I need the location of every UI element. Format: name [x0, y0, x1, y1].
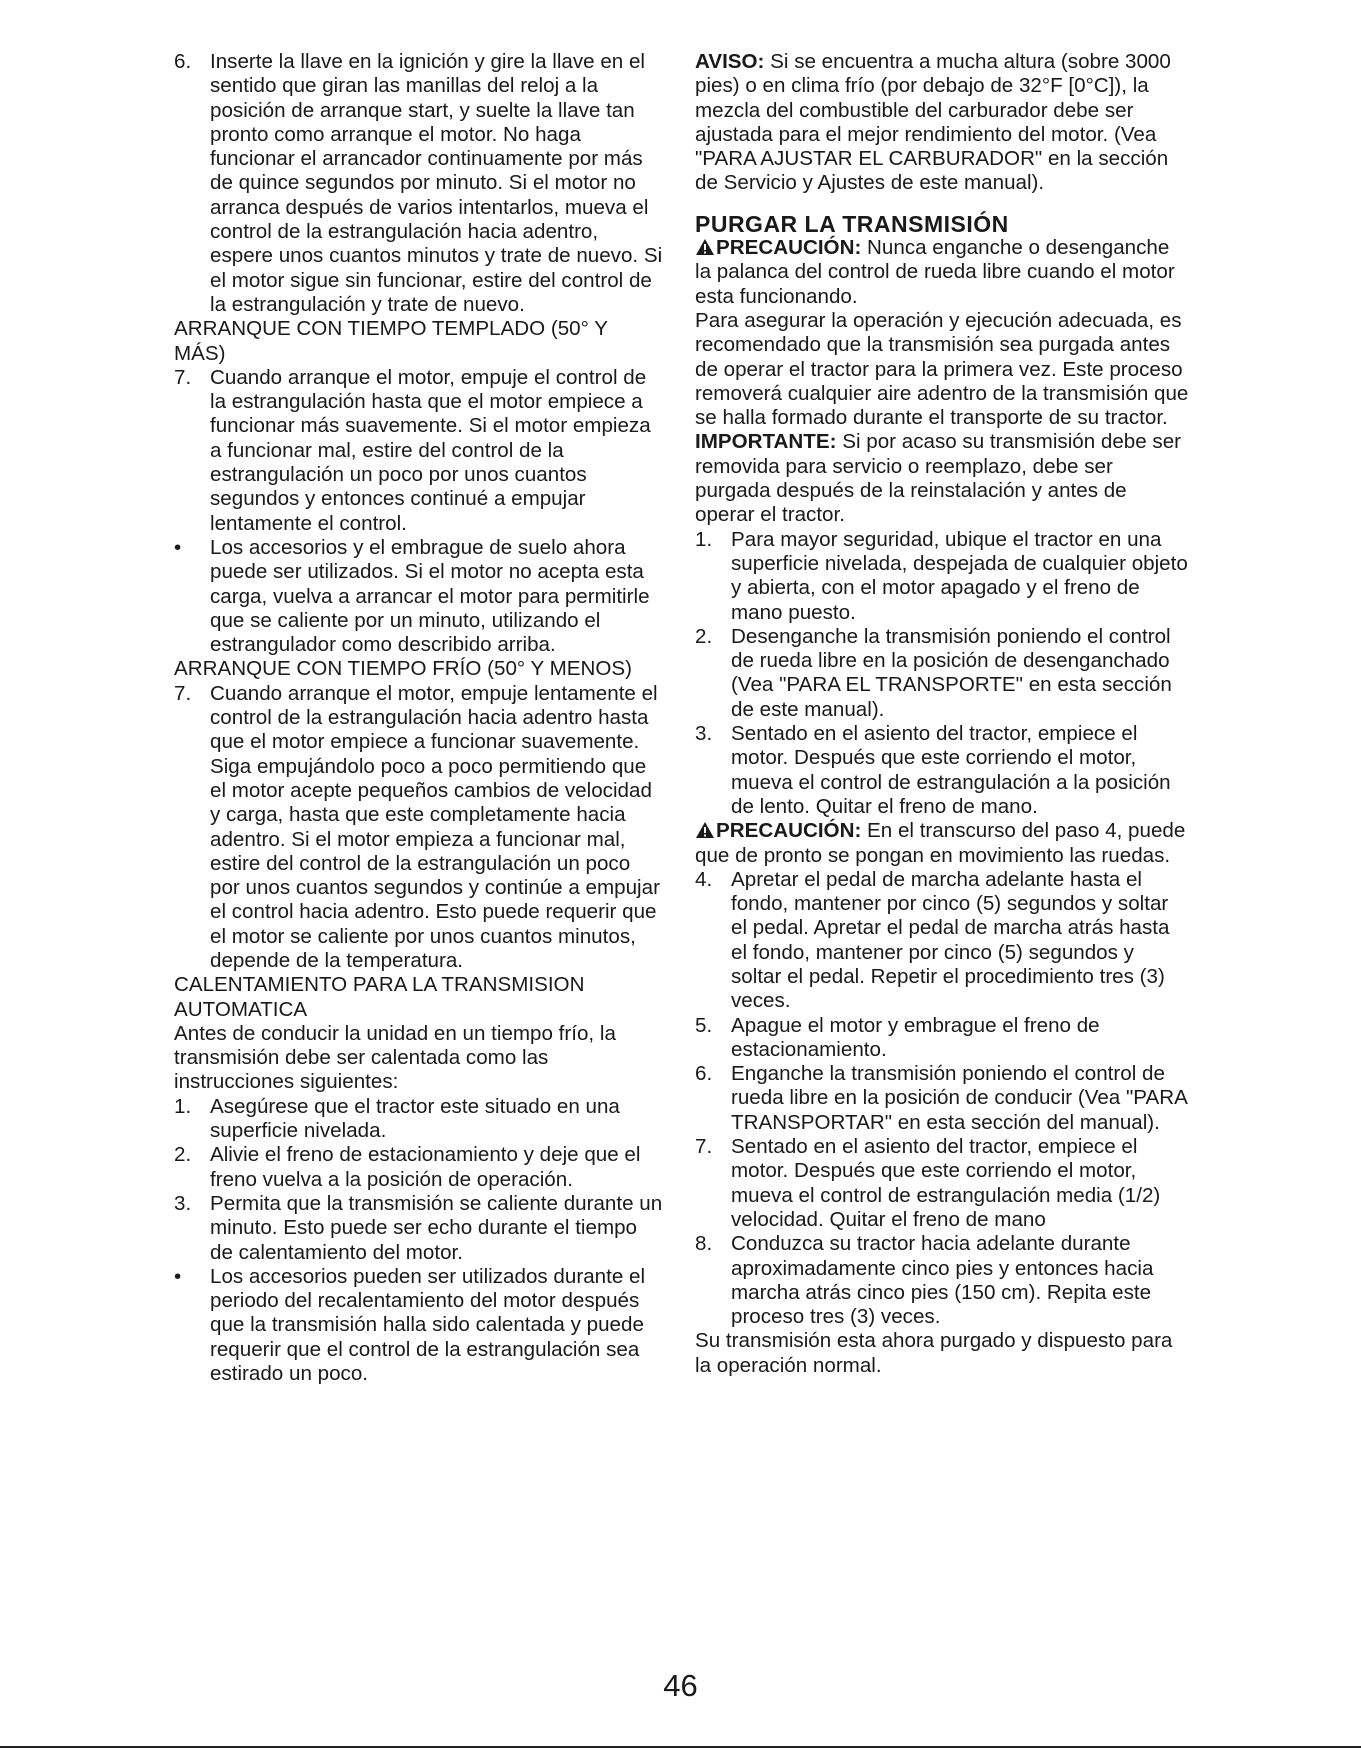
important-label: IMPORTANTE: — [695, 430, 837, 454]
section-heading-purge: PURGAR LA TRANSMISIÓN — [695, 210, 1009, 237]
caution-label: PRECAUCIÓN: — [716, 819, 862, 843]
important-text: Si por acaso su transmisión debe ser removida para servicio o reemplazo, debe ser purgada después de la reinstalación y antes de operar el tractor. — [695, 430, 1182, 527]
heading-cold-start: ARRANQUE CON TIEMPO FRÍO (50° Y MENOS) — [174, 657, 632, 681]
warning-triangle-icon — [695, 238, 715, 256]
purge-step-5: 5. Apague el motor y embrague el freno de estacionamiento. — [695, 1013, 1100, 1061]
warning-triangle-icon — [695, 821, 715, 839]
step-7-warm: 7. Cuando arranque el motor, empuje el control de la estrangulación hasta que el motor empiece a funcionar más suavemente. Si el motor empieza a funcionar mal, estire del control de la estrangulación un poco por unos cuantos segundos y entonces continué a empujar lentamente el control. — [174, 365, 651, 535]
purge-step-2: 2. Desenganche la transmisión poniendo el control de rueda libre en la posición de desenganchado (Vea "PARA EL TRANSPORTE" en esta sección de este manual). — [695, 624, 1172, 721]
step-7-cold: 7. Cuando arranque el motor, empuje lentamente el control de la estrangulación hacia adentro hasta que el motor empiece a funcionar suavemente. Siga empujándolo poco a poco permitiendo que el motor acepte pequeños cambios de velocidad y carga, hasta que este completamente hacia adentro. Si el motor empieza a funcionar mal, estire del control de la estrangulación un poco por unos cuantos segundos y continúe a empujar el control hacia adentro. Esto puede requerir que el motor se caliente por unos cuantos minutos, depende de la temperatura. — [174, 681, 660, 972]
purge-step-8: 8. Conduzca su tractor hacia adelante durante aproximadamente cinco pies y entonces hacia marcha atrás cinco pies (150 cm). Repita este proceso tres (3) veces. — [695, 1232, 1154, 1329]
aviso-text: Si se encuentra a mucha altura (sobre 3000 pies) o en clima frío (por debajo de 32°F [0°C]), la mezcla del combustible del carburador debe ser ajustada para el mejor rendimiento del motor. (Vea "PARA AJUSTAR EL CARBURADOR" en la sección de Servicio y Ajustes de este manual). — [695, 50, 1171, 195]
bottom-rule — [0, 1746, 1361, 1748]
aviso-label: AVISO: — [695, 50, 765, 73]
step-6: 6. Inserte la llave en la ignición y gire la llave en el sentido que giran las manillas del reloj a la posición de arranque start, y suelte la llave tan pronto como arranque el motor. No haga funcionar el arrancador continuamente por más de quince segundos por minuto. Si el motor no arranca después de varios intentarlos, mueva el control de la estrangulación hacia adentro, espere unos cuantos minutos y trate de nuevo. Si el motor sigue sin funcionar, estire del control de la estrangulación y trate de nuevo. — [174, 50, 663, 316]
caution-label: PRECAUCIÓN: — [716, 236, 862, 260]
list-item: • Los accesorios pueden ser utilizados durante el periodo del recalentamiento del motor después que la transmisión halla sido calentada y puede requerir que el control de la estrangulación sea estirado un poco. — [174, 1264, 646, 1386]
purge-step-1: 1. Para mayor seguridad, ubique el tractor en una superficie nivelada, despejada de cualquier objeto y abierta, con el motor apagado y el freno de mano puesto. — [695, 527, 1188, 624]
page-number: 46 — [663, 1668, 698, 1703]
important-paragraph — [695, 430, 1189, 527]
left-column — [174, 50, 664, 1386]
list-item: 2. Alivie el freno de estacionamiento y deje que el freno vuelva a la posición de operación. — [174, 1143, 641, 1191]
purge-step-7: 7. Sentado en el asiento del tractor, empiece el motor. Después que este corriendo el motor, mueva el control de estrangulación media (1/2) velocidad. Quitar el freno de mano — [695, 1135, 1161, 1231]
aviso-paragraph — [695, 50, 1189, 196]
caution-text: En el transcurso del paso 4, puede que de pronto se pongan en movimiento las ruedas. — [695, 819, 1186, 867]
caution-2 — [695, 819, 1189, 868]
purge-intro-paragraph: Para asegurar la operación y ejecución adecuada, es recomendado que la transmisión sea purgada antes de operar el tractor para la primera vez. Este proceso removerá cualquier aire adentro de la transmisión que se halla formado durante el transporte de su tractor. — [695, 308, 1189, 430]
purge-step-3: 3. Sentado en el asiento del tractor, empiece el motor. Después que este corriendo el motor, mueva el control de estrangulación a la posición de lento. Quitar el freno de mano. — [695, 722, 1171, 818]
intro-paragraph: Antes de conducir la unidad en un tiempo frío, la transmisión debe ser calentada como las instrucciones siguientes: — [174, 1021, 616, 1094]
right-column — [695, 50, 1189, 1378]
purge-step-6: 6. Enganche la transmisión poniendo el control de rueda libre en la posición de conducir (Vea "PARA TRANSPORTAR" en esta sección del manual). — [695, 1062, 1187, 1134]
list-item: 1. Asegúrese que el tractor este situado en una superficie nivelada. — [174, 1094, 620, 1143]
list-item: 3. Permita que la transmisión se caliente durante un minuto. Esto puede ser echo durante el tiempo de calentamiento del motor. — [174, 1191, 663, 1264]
purge-step-4: 4. Apretar el pedal de marcha adelante hasta el fondo, mantener por cinco (5) segundos y soltar el pedal. Apretar el pedal de marcha atrás hasta el fondo, mantener por cinco (5) segundos y soltar el pedal. Repetir el procedimiento tres (3) veces. — [695, 867, 1170, 1013]
caution-text: Nunca enganche o desenganche la palanca del control de rueda libre cuando el motor esta funcionando. — [695, 236, 1175, 308]
heading-transmission-warmup: CALENTAMIENTO PARA LA TRANSMISION AUTOMATICA — [174, 973, 585, 1021]
heading-warm-start: ARRANQUE CON TIEMPO TEMPLADO (50° Y MÁS) — [174, 317, 608, 365]
closing-paragraph: Su transmisión esta ahora purgado y dispuesto para la operación normal. — [695, 1329, 1173, 1377]
bullet-accessories-warm: • Los accesorios y el embrague de suelo ahora puede ser utilizados. Si el motor no acepta esta carga, vuelva a arrancar el motor para permitirle que se caliente por un minuto, utilizando el estrangulador como describido arriba. — [174, 535, 650, 657]
caution-1 — [695, 236, 1189, 309]
